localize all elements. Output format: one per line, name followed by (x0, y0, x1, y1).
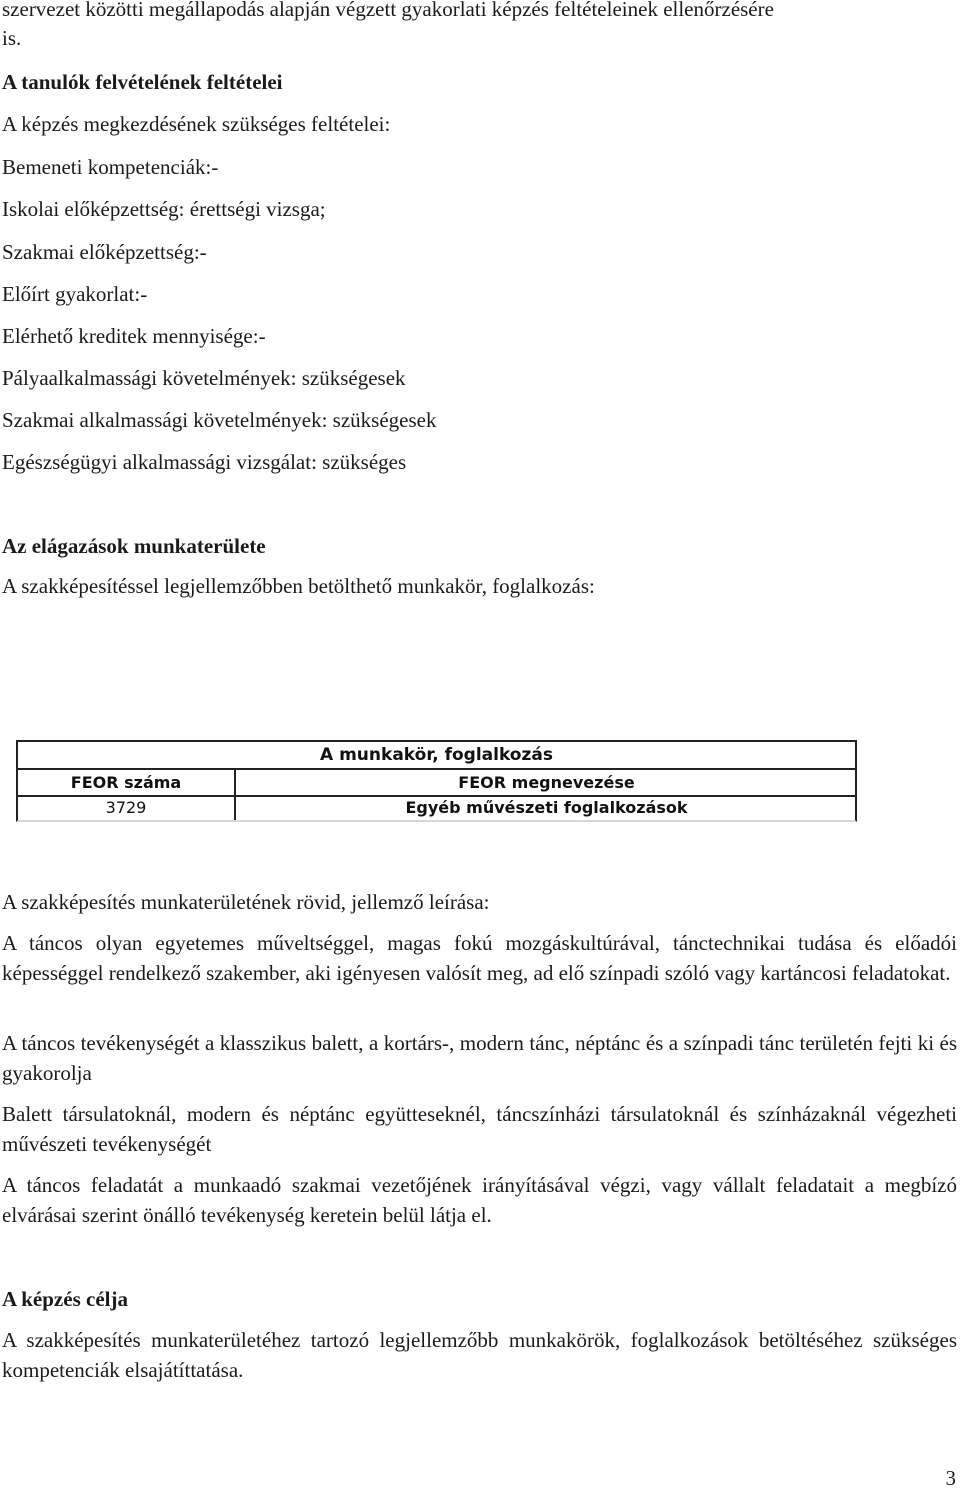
description-heading: A szakképesítés munkaterületének rövid, jellemző leírása: (2, 890, 490, 914)
admission-item: Szakmai előképzettség:- (2, 240, 207, 264)
table-cell-feor-number: 3729 (105, 798, 147, 817)
admission-item: Elérhető kreditek mennyisége:- (2, 324, 266, 348)
admission-item: Pályaalkalmassági követelmények: szükségesek (2, 366, 406, 390)
admission-item: Bemeneti kompetenciák:- (2, 155, 219, 179)
description-paragraph: A táncos olyan egyetemes műveltséggel, magas fokú mozgáskultúrával, tánctechnikai tudása és előadói képességgel rendelkező szakember, aki igényesen valósít meg, ad elő színpadi szóló vagy kartáncosi feladatokat. (2, 931, 957, 985)
table-title: A munkakör, foglalkozás (320, 745, 553, 765)
intro-line-1: szervezet közötti megállapodás alapján végzett gyakorlati képzés feltételeinek ellenőrzésére (2, 0, 774, 21)
goal-heading: A képzés célja (2, 1287, 128, 1311)
description-paragraph: A táncos feladatát a munkaadó szakmai vezetőjének irányításával végzi, vagy vállalt feladatait a megbízó elvárásai szerint önálló tevékenység keretein belül látja el. (2, 1173, 957, 1227)
intro-line-2: is. (2, 26, 22, 50)
admission-item: Egészségügyi alkalmassági vizsgálat: szükséges (2, 450, 407, 474)
goal-paragraph: A szakképesítés munkaterületéhez tartozó legjellemzőbb munkakörök, foglalkozások betöltéséhez szükséges kompetenciák elsajátíttatása. (2, 1328, 957, 1382)
admission-item: Iskolai előképzettség: érettségi vizsga; (2, 197, 326, 221)
branches-heading: Az elágazások munkaterülete (2, 534, 266, 558)
description-paragraph: A táncos tevékenységét a klasszikus balett, a kortárs-, modern tánc, néptánc és a színpadi tánc területén fejti ki és gyakorolja (2, 1031, 957, 1085)
table-header-feor-number: FEOR száma (70, 773, 182, 792)
admission-item: Szakmai alkalmassági követelmények: szükségesek (2, 408, 437, 432)
description-paragraph: Balett társulatoknál, modern és néptánc együtteseknél, táncszínházi társulatoknál és színházaknál végezheti művészeti tevékenységét (2, 1102, 957, 1156)
table-header-feor-name: FEOR megnevezése (458, 773, 635, 792)
table-divider (18, 768, 855, 770)
branches-intro: A szakképesítéssel legjellemzőbben betölthető munkakör, foglalkozás: (2, 574, 595, 598)
page-number: 3 (945, 1466, 956, 1490)
admission-item: A képzés megkezdésének szükséges feltételei: (2, 112, 391, 136)
occupation-table (16, 740, 857, 822)
admission-heading: A tanulók felvételének feltételei (2, 70, 283, 94)
table-cell-feor-name: Egyéb művészeti foglalkozások (405, 798, 688, 817)
admission-item: Előírt gyakorlat:- (2, 282, 148, 306)
